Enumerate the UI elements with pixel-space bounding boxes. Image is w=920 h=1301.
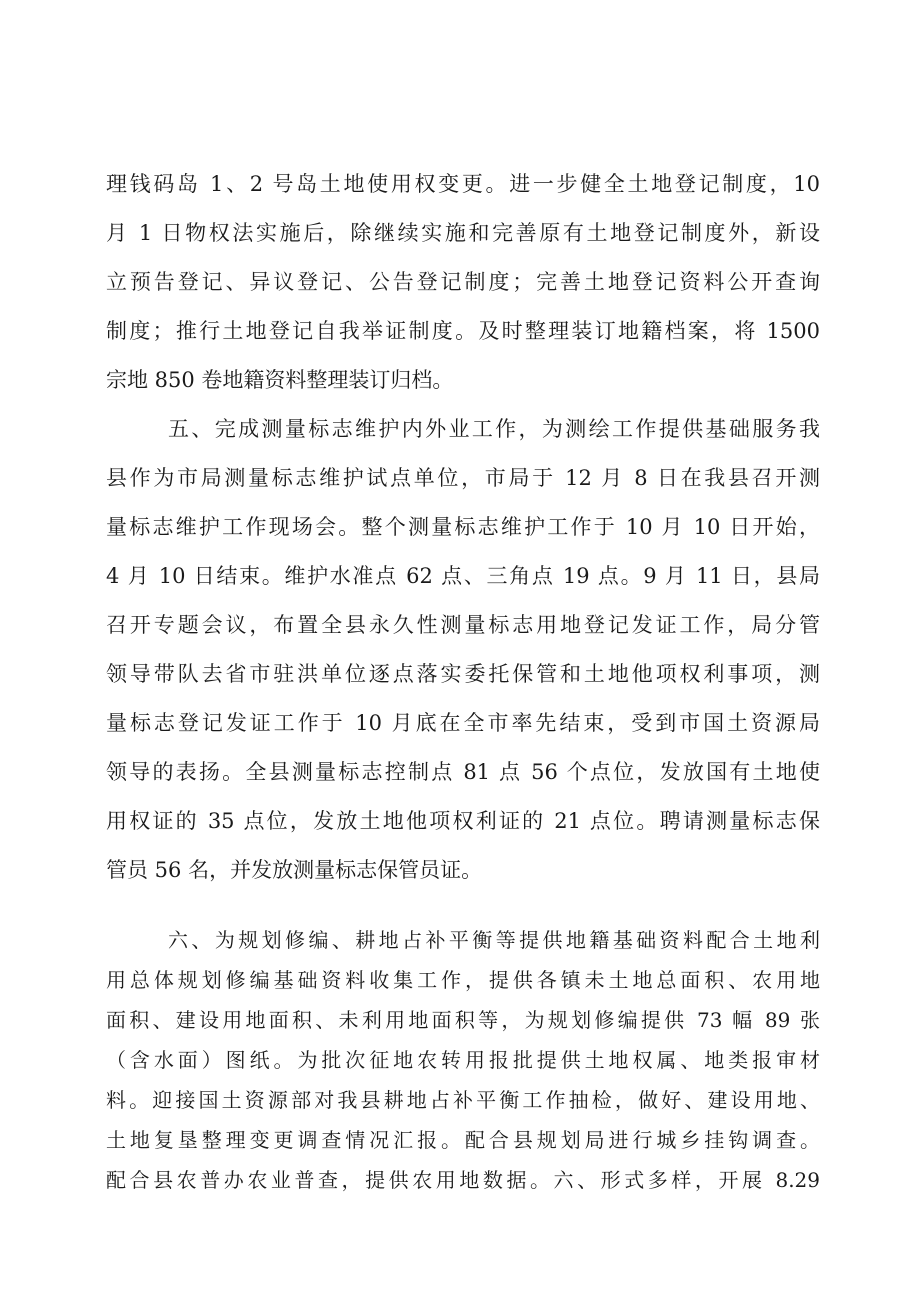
text-line: 用权证的 35 点位，发放土地他项权利证的 21 点位。聘请测量标志保 <box>106 809 820 833</box>
text-line: 月 1 日物权法实施后，除继续实施和完善原有土地登记制度外，新设 <box>106 221 820 245</box>
text-line: 县作为市局测量标志维护试点单位，市局于 12 月 8 日在我县召开测 <box>106 466 820 490</box>
text-line: 管员 56 名，并发放测量标志保管员证。 <box>106 858 483 882</box>
text-line: 土地复垦整理变更调查情况汇报。配合县规划局进行城乡挂钩调查。 <box>106 1128 820 1152</box>
text-line: 用总体规划修编基础资料收集工作，提供各镇未土地总面积、农用地 <box>106 968 820 992</box>
text-line: 立预告登记、异议登记、公告登记制度；完善土地登记资料公开查询 <box>106 270 820 294</box>
text-line: 理钱码岛 1、2 号岛土地使用权变更。进一步健全土地登记制度，10 <box>106 172 820 196</box>
text-line: 领导带队去省市驻洪单位逐点落实委托保管和土地他项权利事项，测 <box>106 662 820 686</box>
text-line: 领导的表扬。全县测量标志控制点 81 点 56 个点位，发放国有土地使 <box>106 760 820 784</box>
text-line: 量标志维护工作现场会。整个测量标志维护工作于 10 月 10 日开始， <box>106 515 820 539</box>
text-line: 量标志登记发证工作于 10 月底在全市率先结束，受到市国土资源局 <box>106 711 820 735</box>
text-line: 宗地 850 卷地籍资料整理装订归档。 <box>106 368 454 392</box>
paragraph-heading-line: 六、为规划修编、耕地占补平衡等提供地籍基础资料配合土地利 <box>168 928 820 952</box>
text-line: 料。迎接国土资源部对我县耕地占补平衡工作抽检，做好、建设用地、 <box>106 1088 820 1112</box>
text-line: （含水面）图纸。为批次征地农转用报批提供土地权属、地类报审材 <box>106 1048 820 1072</box>
text-line: 配合县农普办农业普查，提供农用地数据。六、形式多样，开展 8.29 <box>106 1168 820 1192</box>
text-line: 制度；推行土地登记自我举证制度。及时整理装订地籍档案，将 1500 <box>106 319 820 343</box>
text-line: 面积、建设用地面积、未利用地面积等，为规划修编提供 73 幅 89 张 <box>106 1008 820 1032</box>
paragraph-heading-line: 五、完成测量标志维护内外业工作，为测绘工作提供基础服务我 <box>168 417 820 441</box>
text-line: 4 月 10 日结束。维护水准点 62 点、三角点 19 点。9 月 11 日，县局 <box>106 564 820 588</box>
text-line: 召开专题会议，布置全县永久性测量标志用地登记发证工作，局分管 <box>106 613 820 637</box>
